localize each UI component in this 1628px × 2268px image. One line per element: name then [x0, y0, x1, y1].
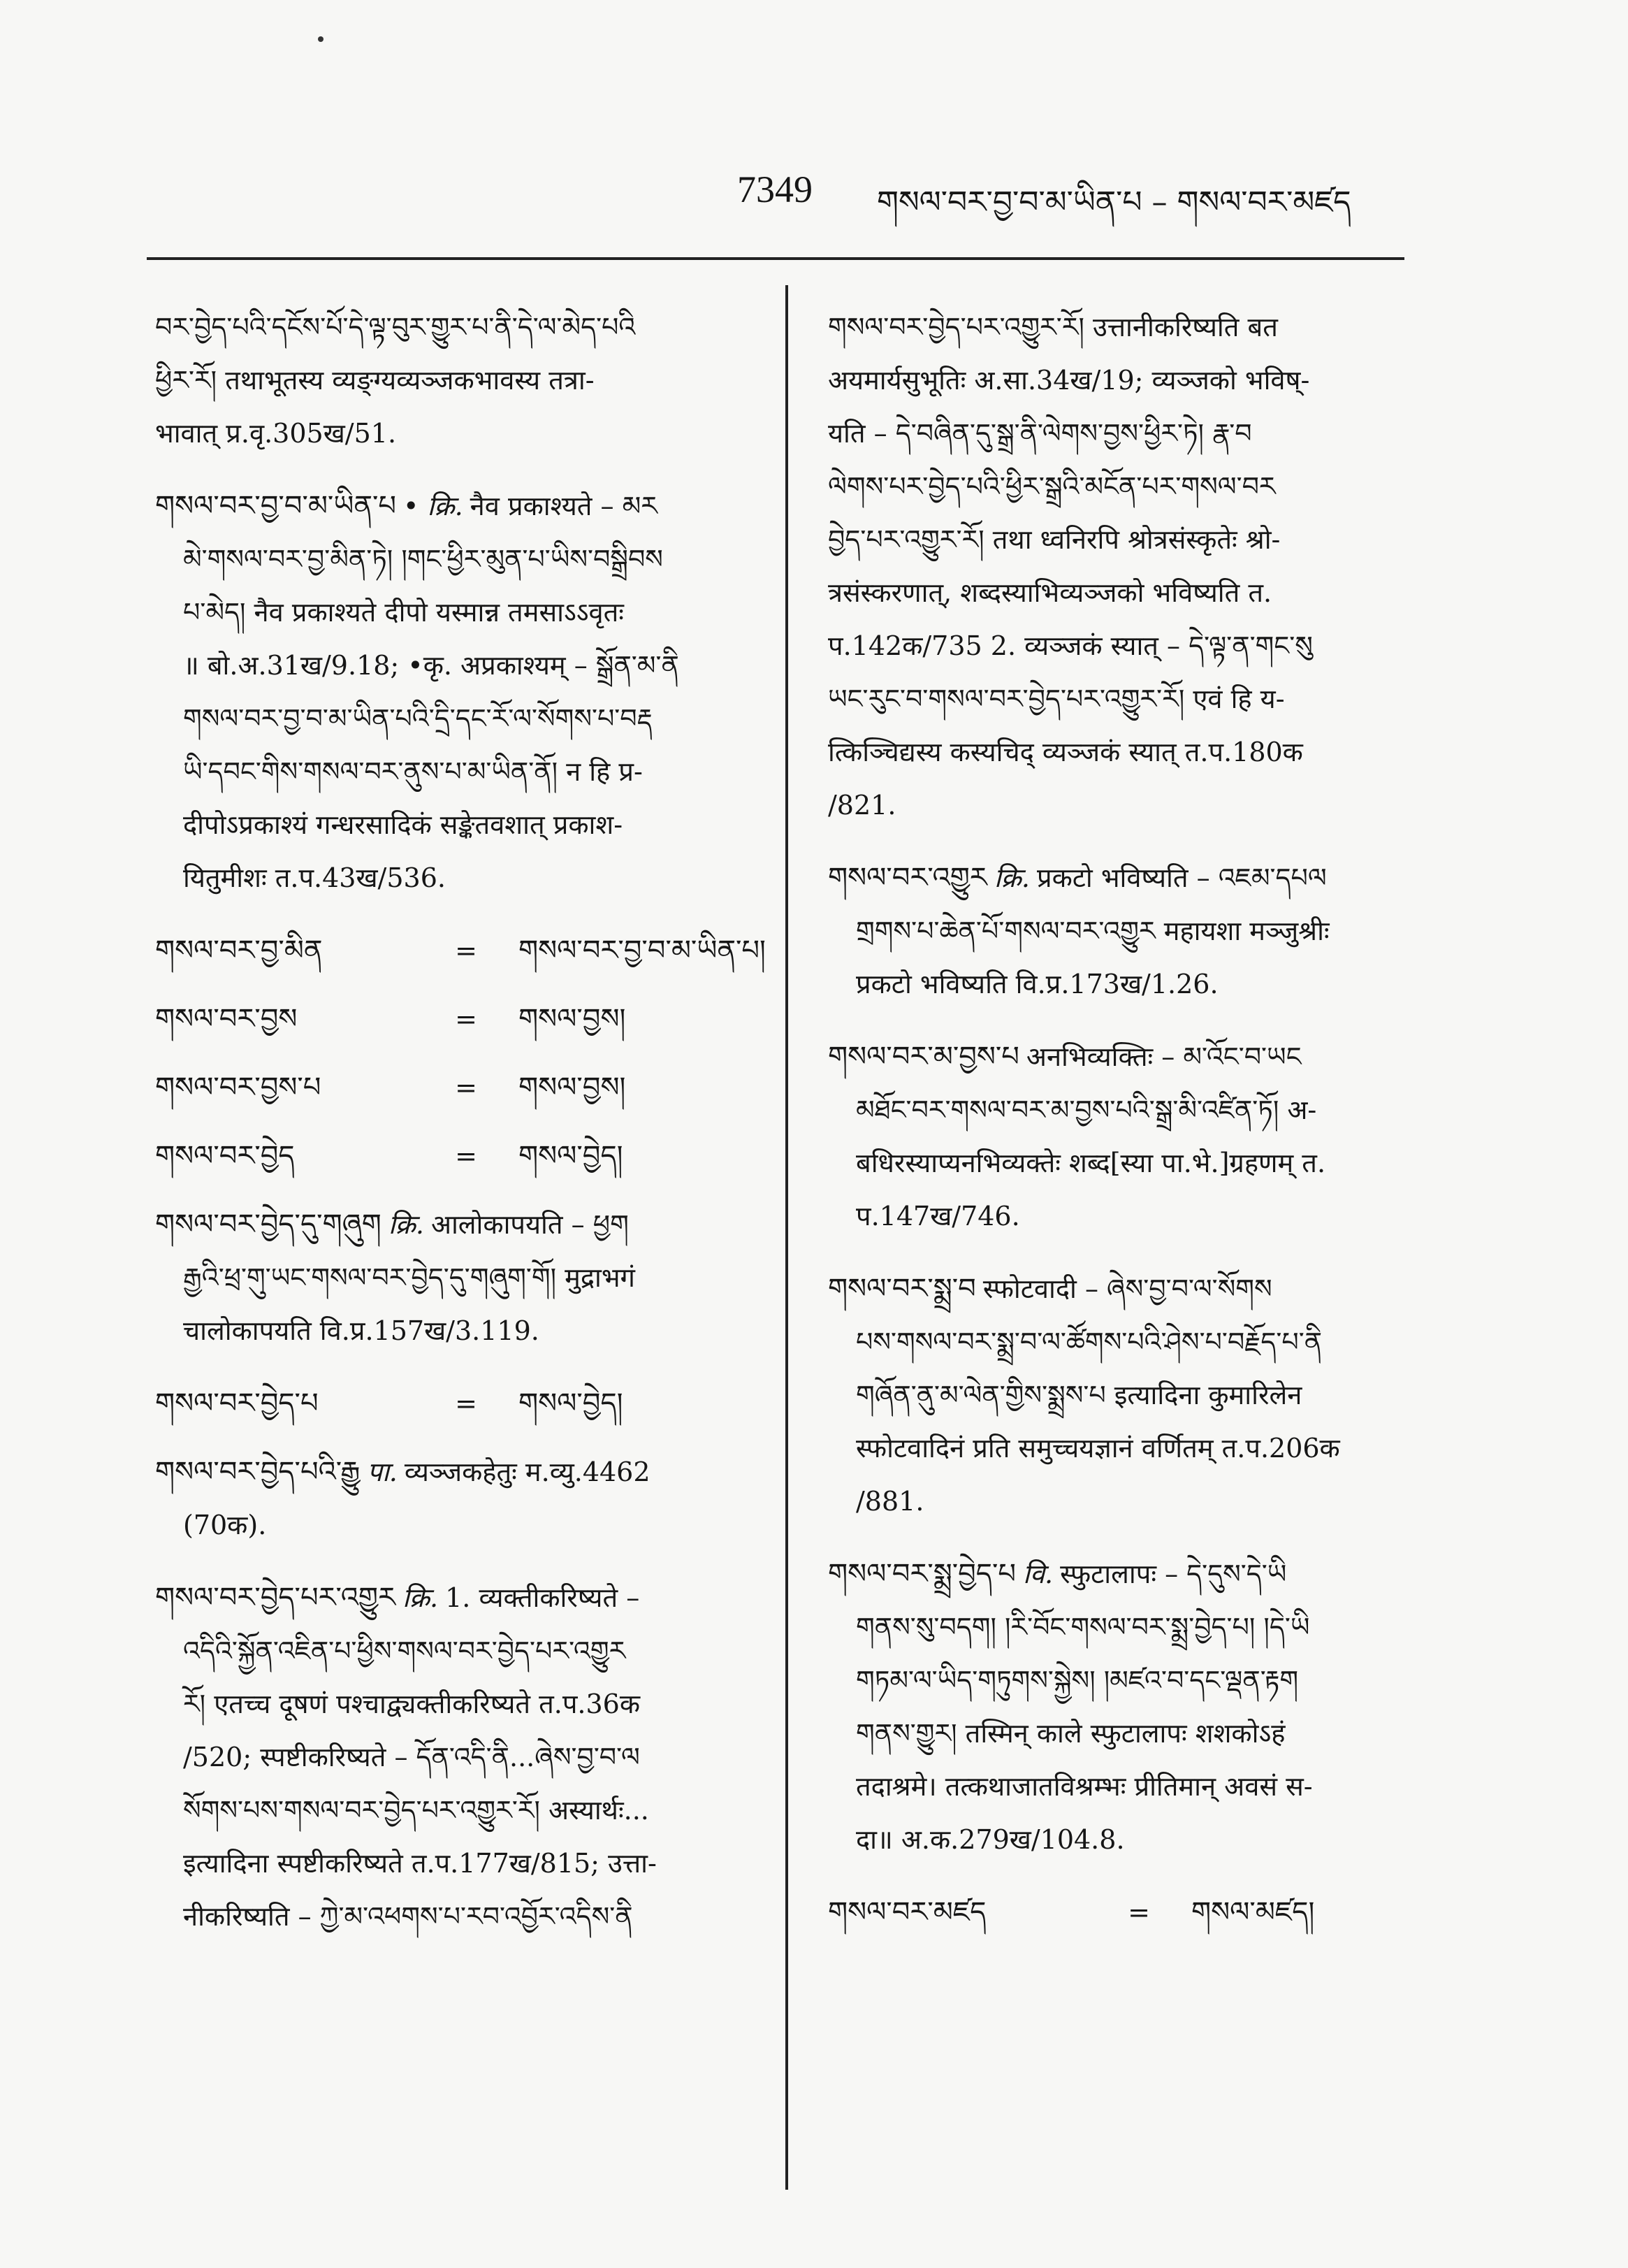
- entry-first-line: [155, 1198, 770, 1251]
- entry-line: པ་མེད། नैव प्रकाश्यते दीपो यस्मान्न तमसाऽऽवृतः: [183, 597, 624, 628]
- running-head: གསལ་བར་བྱ་བ་མ་ཡིན་པ – གསལ་བར་མཛད: [877, 185, 1351, 220]
- headword: གསལ་བར་བྱེད་པར་འགྱུར: [155, 1582, 395, 1614]
- headword: གསལ་བར་བྱེད: [155, 1140, 295, 1172]
- equals-sign: =: [455, 1004, 477, 1034]
- entry-line: མེ་གསལ་བར་བྱ་མིན་ཏེ། །གང་ཕྱིར་མུན་པ་ཡིས་བསྒྲིབས: [183, 544, 663, 575]
- entry-line: /821.: [828, 790, 896, 821]
- entry-first-line: [155, 479, 770, 533]
- entry-line: त्रसंस्करणात्, शब्दस्याभिव्यञ्जको भविष्यति त.: [828, 577, 1272, 608]
- entry-line: नीकरिष्यति – ཀྱེ་མ་འཕགས་པ་རབ་འབྱོར་འདིས་ནི: [183, 1901, 633, 1932]
- headword: གསལ་བར་སྨྲ་བྱེད་པ: [828, 1558, 1016, 1590]
- cross-reference-target: གསལ་བར་བྱ་བ་མ་ཡིན་པ།: [518, 934, 766, 967]
- grammar-label: वि.: [1023, 1559, 1054, 1589]
- entry-line: भावात् प्र.वृ.305ख/51.: [155, 418, 397, 449]
- dictionary-entry: [828, 1547, 1408, 1866]
- headword: གསལ་བར་བྱེད་དུ་གཞུག: [155, 1208, 381, 1241]
- entry-line: ཡང་རུང་བ་གསལ་བར་བྱེད་པར་འགྱུར་རོ། एवं हि य-: [828, 684, 1285, 714]
- page-number: 7349: [737, 168, 813, 210]
- definition-text: अनभिव्यक्तिः – མ་འོང་བ་ཡང: [1026, 1041, 1302, 1072]
- entry-first-line: [155, 1571, 770, 1624]
- entry-first-line: [828, 1547, 1408, 1601]
- entry-line: /520; स्पष्टीकरिष्यते – དོན་འདི་ནི...ཞེས་བྱ་བ་ལ: [183, 1742, 640, 1772]
- headword: གསལ་བར་འགྱུར: [828, 862, 987, 894]
- left-column: [155, 301, 770, 1963]
- entry-line: སོགས་པས་གསལ་བར་བྱེད་པར་འགྱུར་རོ། अस्यार्थः...: [183, 1795, 649, 1826]
- entry-line: अयमार्यसुभूतिः अ.सा.34ख/19; व्यञ्जको भविष्-: [828, 365, 1310, 396]
- equals-sign: =: [455, 1141, 477, 1171]
- dictionary-entry: [155, 479, 770, 904]
- entry-line: བར་བྱེད་པའི་དངོས་པོ་དེ་ལྟ་བུར་གྱུར་པ་ནི་དེ་ལ་མེད་པའི: [155, 312, 636, 342]
- entry-line: बधिरस्याप्यनभिव्यक्तेः शब्द[स्या पा.भे.]ग्रहणम् त.: [856, 1148, 1326, 1178]
- dictionary-entry: [828, 1030, 1408, 1243]
- equals-sign: =: [455, 935, 477, 966]
- cross-reference-target: གསལ་བྱེད།: [518, 1140, 623, 1172]
- entry-line: ཡི་དབང་གིས་གསལ་བར་ནུས་པ་མ་ཡིན་ནོ། न हि प्र-: [183, 756, 643, 787]
- entry-line: རྒྱའི་ཕྲ་གུ་ཡང་གསལ་བར་བྱེད་དུ་གཞུག་གོ། मुद्राभगं: [183, 1262, 635, 1293]
- entry-line: प्रकटो भविष्यति वि.प्र.173ख/1.26.: [856, 969, 1219, 999]
- dictionary-entry: [155, 1198, 770, 1357]
- entry-first-line: [155, 1445, 770, 1498]
- headword: གསལ་བར་བྱས: [155, 1003, 298, 1035]
- definition-text: व्यञ्जकहेतुः म.व्यु.4462: [404, 1457, 651, 1487]
- entry-line: चालोकापयति वि.प्र.157ख/3.119.: [183, 1315, 539, 1346]
- entry-line: འདིའི་སྐྱོན་འཇིན་པ་ཕྱིས་གསལ་བར་བྱེད་པར་འགྱུར: [183, 1635, 626, 1666]
- dictionary-entry: [155, 1445, 770, 1552]
- entry-line: བྱེད་པར་འགྱུར་རོ། तथा ध्वनिरपि श्रोत्रसंस्कृतेः श्रो-: [828, 524, 1281, 555]
- entry-line: यति – དེ་བཞིན་དུ་སྒྲ་ནི་ལེགས་བྱས་ཕྱིར་ཏེ། རྣ་བ: [828, 418, 1252, 449]
- grammar-label: • क्रि.: [403, 491, 463, 521]
- headword: གསལ་བར་བྱེད་པའི་རྒྱུ: [155, 1456, 361, 1488]
- entry-line: ཕྱིར་རོ། तथाभूतस्य व्यङ्ग्यव्यञ्जकभावस्य तत्रा-: [155, 365, 595, 396]
- continued-entry: [155, 301, 770, 460]
- entry-line: /881.: [856, 1486, 924, 1517]
- definition-text: 1. व्यक्तीकरिष्यते –: [445, 1582, 640, 1613]
- entry-line: གཞོན་ནུ་མ་ལེན་གྱིས་སྨྲས་པ इत्यादिना कुमारिलेन: [856, 1380, 1302, 1410]
- cross-reference-entry: [155, 992, 770, 1046]
- headword: གསལ་བར་མ་བྱས་པ: [828, 1041, 1019, 1073]
- grammar-label: क्रि.: [388, 1209, 424, 1240]
- cross-reference-target: གསལ་མཛད།: [1191, 1896, 1315, 1928]
- entry-line: རོ། एतच्च दूषणं पश्चाद्व्यक्तीकरिष्यते त.प.36क: [183, 1689, 641, 1719]
- entry-line: གསལ་བར་བྱེད་པར་འགྱུར་རོ། उत्तानीकरिष्यति बत: [828, 312, 1278, 342]
- entry-first-line: [828, 1030, 1408, 1083]
- entry-line: दा॥ अ.क.279ख/104.8.: [856, 1824, 1125, 1855]
- definition-text: प्रकटो भविष्यति – འཇམ་དཔལ: [1036, 862, 1327, 893]
- entry-line: यितुमीशः त.प.43ख/536.: [183, 862, 446, 893]
- equals-sign: =: [1128, 1897, 1150, 1928]
- entry-line: प.142क/735 2. व्यञ्जकं स्यात् – དེ་ལྟ་ན་གང་སུ: [828, 630, 1313, 661]
- grammar-label: पा.: [367, 1457, 398, 1487]
- entry-line: གཏམ་ལ་ཡིད་གཏུགས་སྐྱེས། །མཛའ་བ་དང་ལྡན་རྟག: [856, 1665, 1299, 1696]
- headword: གསལ་བར་བྱེད་པ: [155, 1387, 319, 1420]
- continued-entry: [828, 301, 1408, 832]
- cross-reference-target: གསལ་བྱས།: [518, 1071, 626, 1104]
- entry-line: གནས་གྱུར། तस्मिन् काले स्फुटालापः शशकोऽहं: [856, 1718, 1286, 1749]
- cross-reference-entry: [155, 1129, 770, 1183]
- entry-line: ལེགས་པར་བྱེད་པའི་ཕྱིར་སྒྲའི་མངོན་པར་གསལ་བར: [828, 471, 1276, 502]
- entry-line: ॥ बो.अ.31ख/9.18; •कृ. अप्रकाश्यम् – སྒྲོན་མ་ནི: [183, 650, 679, 681]
- entry-line: མཐོང་བར་གསལ་བར་མ་བྱས་པའི་སྒྲ་མི་འཛིན་ཏོ། अ-: [856, 1095, 1317, 1125]
- entry-line: त्किञ्चिद्यस्य कस्यचिद् व्यञ्जकं स्यात् त.प.180क: [828, 737, 1303, 767]
- headword: གསལ་བར་བྱ་བ་མ་ཡིན་པ: [155, 490, 397, 522]
- grammar-label: क्रि.: [994, 862, 1030, 893]
- headword: གསལ་བར་བྱས་པ: [155, 1071, 321, 1104]
- entry-line: दीपोऽप्रकाश्यं गन्धरसादिकं सङ्केतवशात् प्रकाश-: [183, 809, 623, 840]
- entry-line: स्फोटवादिनं प्रति समुच्चयज्ञानं वर्णितम् त.प.206क: [856, 1433, 1340, 1464]
- column-rule: [785, 285, 788, 2190]
- definition-text: स्फोटवादी – ཞེས་བྱ་བ་ལ་སོགས: [982, 1273, 1272, 1304]
- entry-line: इत्यादिना स्पष्टीकरिष्यते त.प.177ख/815; उत्ता-: [183, 1848, 657, 1879]
- entry-first-line: [828, 1262, 1408, 1315]
- header-rule: [147, 257, 1404, 260]
- dictionary-entry: [828, 1262, 1408, 1528]
- definition-text: स्फुटालापः – དེ་དུས་དེ་ཡི: [1060, 1559, 1287, 1589]
- headword: གསལ་བར་མཛད: [828, 1896, 987, 1928]
- equals-sign: =: [455, 1072, 477, 1103]
- dictionary-entry: [828, 851, 1408, 1011]
- entry-line: तदाश्रमे। तत्कथाजातविश्रम्भः प्रीतिमान् अवसं स-: [856, 1771, 1313, 1802]
- definition-text: नैव प्रकाश्यते – མར: [470, 491, 657, 521]
- headword: གསལ་བར་སྨྲ་བ: [828, 1273, 976, 1305]
- entry-line: (70क).: [183, 1510, 267, 1540]
- equals-sign: =: [455, 1388, 477, 1419]
- entry-first-line: [828, 851, 1408, 904]
- scan-speck: [318, 36, 324, 42]
- cross-reference-entry: [828, 1886, 1408, 1939]
- entry-line: གསལ་བར་བྱ་བ་མ་ཡིན་པའི་དྲི་དང་རོ་ལ་སོགས་པ་བརྡ: [183, 703, 653, 734]
- dictionary-entry: [155, 1571, 770, 1943]
- definition-text: आलोकापयति – ཕྱག: [430, 1209, 629, 1240]
- headword: གསལ་བར་བྱ་མིན: [155, 934, 323, 967]
- entry-line: པས་གསལ་བར་སྨྲ་བ་ལ་ཚོགས་པའི་ཤེས་པ་བརྗོད་པ་ནི: [856, 1327, 1323, 1357]
- cross-reference-target: གསལ་བྱེད།: [518, 1387, 623, 1420]
- grammar-label: क्रि.: [402, 1582, 439, 1613]
- entry-line: གྲགས་པ་ཆེན་པོ་གསལ་བར་འགྱུར महायशा मञ्जुश्रीः: [856, 916, 1330, 946]
- entry-line: གནས་སུ་བདག། །རི་བོང་གསལ་བར་སྨྲ་བྱེད་པ། །དེ་ཡི: [856, 1612, 1310, 1642]
- entry-line: प.147ख/746.: [856, 1201, 1020, 1231]
- cross-reference-entry: [155, 1061, 770, 1114]
- right-column: [828, 301, 1408, 1954]
- cross-reference-entry: [155, 924, 770, 977]
- cross-reference-target: གསལ་བྱས།: [518, 1003, 626, 1035]
- cross-reference-entry: [155, 1377, 770, 1430]
